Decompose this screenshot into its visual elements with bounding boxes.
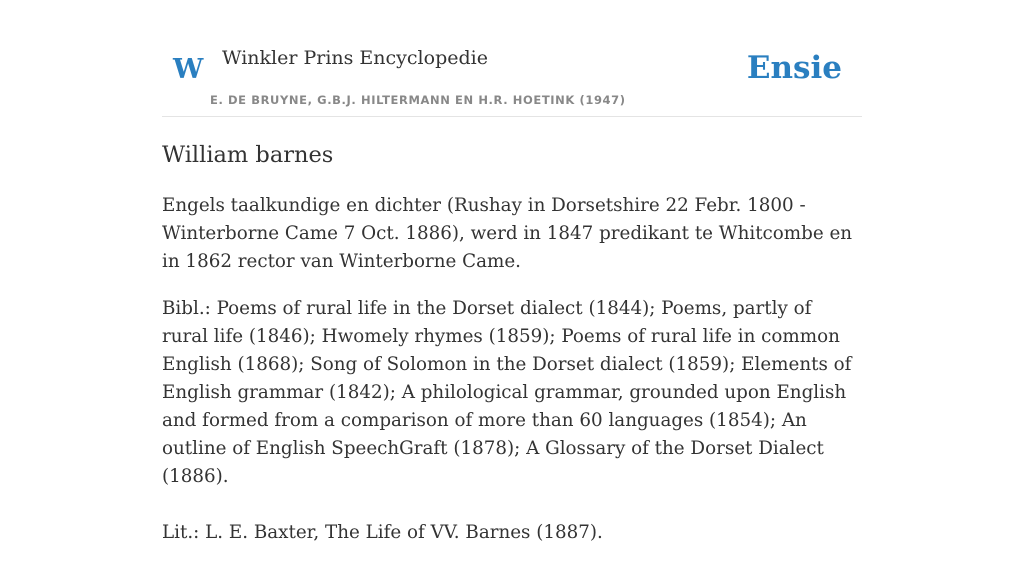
site-header	[162, 30, 862, 117]
ensie-logo-link[interactable]: Ensie	[746, 50, 842, 86]
source-authors: E. DE BRUYNE, G.B.J. HILTERMANN EN H.R. HOETINK (1947)	[210, 93, 626, 107]
winkler-prins-logo[interactable]: W	[173, 54, 204, 85]
bibliography-paragraph: Bibl.: Poems of rural life in the Dorset dialect (1844); Poems, partly of rural life (1846); Hwomely rhymes (1859); Poems of rural life in common English (1868); Song of Solomon in the Dorset dialect (1859); Elements of English grammar (1842); A philological grammar, grounded upon English and formed from a comparison of more than 60 languages (1854); An outline of English SpeechGraft (1878); A Glossary of the Dorset Dialect (1886).	[162, 298, 852, 487]
literature-paragraph: Lit.: L. E. Baxter, The Life of VV. Barnes (1887).	[162, 522, 603, 543]
article-paragraph: Engels taalkundige en dichter (Rushay in Dorsetshire 22 Febr. 1800 - Winterborne Came 7 Oct. 1886), werd in 1847 predikant te Whitcombe en in 1862 rector van Winterborne Came.	[162, 195, 853, 272]
article-title: William barnes	[162, 142, 334, 168]
article-body	[162, 192, 862, 566]
source-title[interactable]: Winkler Prins Encyclopedie	[222, 47, 488, 69]
